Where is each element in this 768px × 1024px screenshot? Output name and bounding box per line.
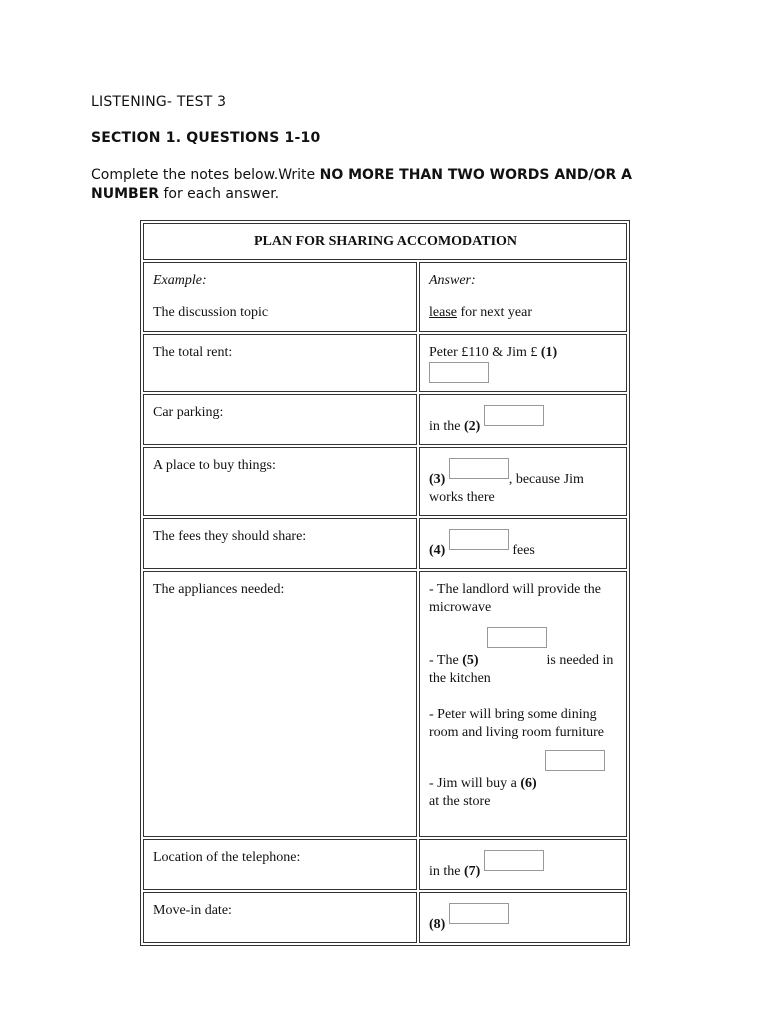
row-label: The total rent: [143,334,417,392]
row-label: A place to buy things: [143,447,417,516]
answer-box-1[interactable] [429,362,489,383]
notes-table [140,220,630,946]
question-number: (7) [464,864,481,879]
appliance-line-2-post: is needed in the kitchen [429,653,614,686]
example-left-cell [143,262,417,332]
table-row [143,334,627,392]
answer-box-8[interactable] [449,903,509,924]
section-heading: SECTION 1. QUESTIONS 1-10 [91,130,321,146]
instruction-text: Complete the notes below.Write [91,167,320,183]
row-answer [419,334,627,392]
appliance-line-1: - The landlord will provide the microwave [429,582,601,615]
answer-box-5[interactable] [487,627,547,648]
question-number: (5) [462,653,479,668]
appliance-line-4-pre: - Jim will buy a [429,776,521,791]
example-row [143,262,627,332]
table-row [143,571,627,837]
answer-box-7[interactable] [484,850,544,871]
question-number: (2) [464,419,481,434]
table-heading-row [143,223,627,260]
rent-text: Peter £110 & Jim £ [429,345,541,360]
instruction-emphasis: NO MORE THAN TWO WORDS AND/OR A NUMBER [91,167,633,202]
table-heading: PLAN FOR SHARING ACCOMODATION [143,223,627,260]
row-answer [419,394,627,445]
shop-reason: , because Jim works there [429,472,584,505]
appliance-line-2-pre: - The [429,653,463,668]
row-answer [419,892,627,943]
row-label: Location of the telephone: [143,839,417,890]
row-label: The fees they should share: [143,518,417,569]
row-label: Move-in date: [143,892,417,943]
table-row [143,394,627,445]
appliance-line-4-post: at the store [429,794,491,809]
appliance-line-3: - Peter will bring some dining room and living room furniture [429,707,604,740]
table-row [143,839,627,890]
answer-label: Answer: [429,273,476,288]
row-answer [419,518,627,569]
test-title: LISTENING- TEST 3 [91,94,227,110]
row-answer [419,571,627,837]
instructions [91,166,691,204]
instruction-tail: for each answer. [159,186,280,202]
table-row [143,447,627,516]
example-answer-word: lease [429,305,457,320]
row-answer [419,839,627,890]
example-answer-rest: for next year [456,305,533,320]
answer-box-3[interactable] [449,458,509,479]
table-row [143,518,627,569]
question-number: (8) [429,917,446,932]
example-label: Example: [153,273,207,288]
answer-box-4[interactable] [449,529,509,550]
question-number: (4) [429,543,446,558]
row-label: The appliances needed: [143,571,417,837]
fees-text: fees [508,543,535,558]
row-answer [419,447,627,516]
question-number: (3) [429,472,446,487]
phone-text: in the [429,864,464,879]
table-row [143,892,627,943]
row-label: Car parking: [143,394,417,445]
answer-box-2[interactable] [484,405,544,426]
parking-text: in the [429,419,464,434]
question-number: (6) [520,776,537,791]
example-right-cell [419,262,627,332]
example-topic: The discussion topic [153,305,269,320]
answer-box-6[interactable] [545,750,605,771]
question-number: (1) [540,345,558,360]
